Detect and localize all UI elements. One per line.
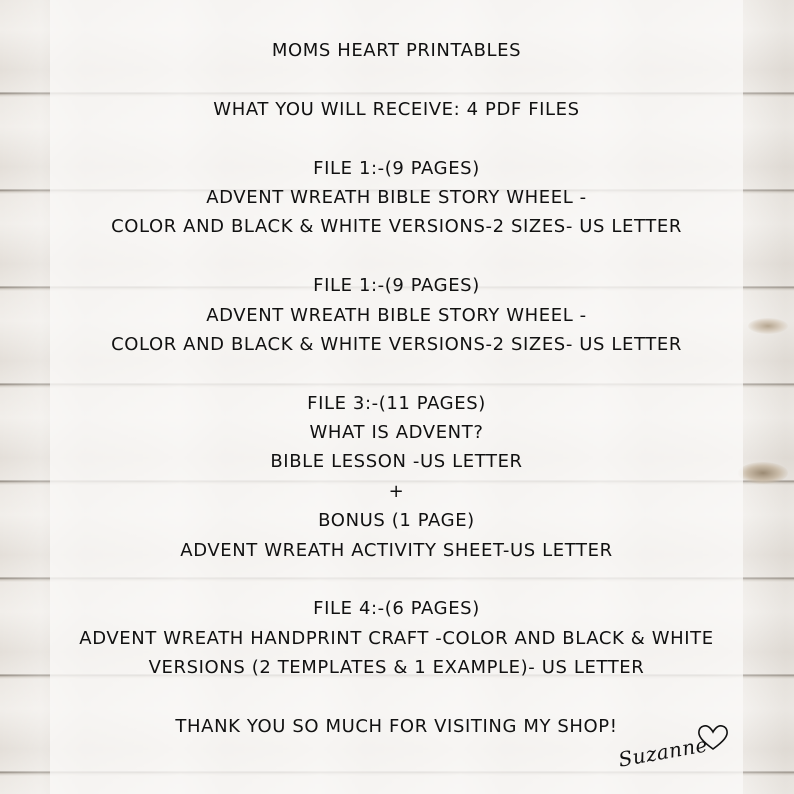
file-4-details: VERSIONS (2 TEMPLATES & 1 EXAMPLE)- US LETTER [148,657,645,679]
wood-knot [748,318,788,334]
file-4-title: ADVENT WREATH HANDPRINT CRAFT -COLOR AND BLACK & WHITE [79,627,714,649]
bonus-details: ADVENT WREATH ACTIVITY SHEET-US LETTER [180,539,613,561]
file-2-title: ADVENT WREATH BIBLE STORY WHEEL - [206,304,587,326]
file-2-heading: FILE 1:-(9 PAGES) [313,275,480,297]
file-1-details: COLOR AND BLACK & WHITE VERSIONS-2 SIZES- US LETTER [111,216,682,238]
product-description [50,36,743,741]
receive-heading: WHAT YOU WILL RECEIVE: 4 PDF FILES [213,98,580,120]
file-3-heading: FILE 3:-(11 PAGES) [307,392,486,414]
plus-sign: + [388,480,405,502]
file-1-heading: FILE 1:-(9 PAGES) [313,157,480,179]
thank-you-message: THANK YOU SO MUCH FOR VISITING MY SHOP! [175,715,618,737]
shop-title: MOMS HEART PRINTABLES [271,40,522,61]
signature-name: Suzanne [616,732,710,772]
file-4-heading: FILE 4:-(6 PAGES) [313,598,480,620]
bonus-heading: BONUS (1 PAGE) [318,510,475,532]
file-3-details: BIBLE LESSON -US LETTER [270,451,523,473]
file-2-details: COLOR AND BLACK & WHITE VERSIONS-2 SIZES- US LETTER [111,333,682,355]
heart-icon [696,722,730,752]
signature [612,722,732,784]
file-1-title: ADVENT WREATH BIBLE STORY WHEEL - [206,186,587,208]
wood-knot [738,462,788,484]
file-3-title: WHAT IS ADVENT? [309,422,484,444]
